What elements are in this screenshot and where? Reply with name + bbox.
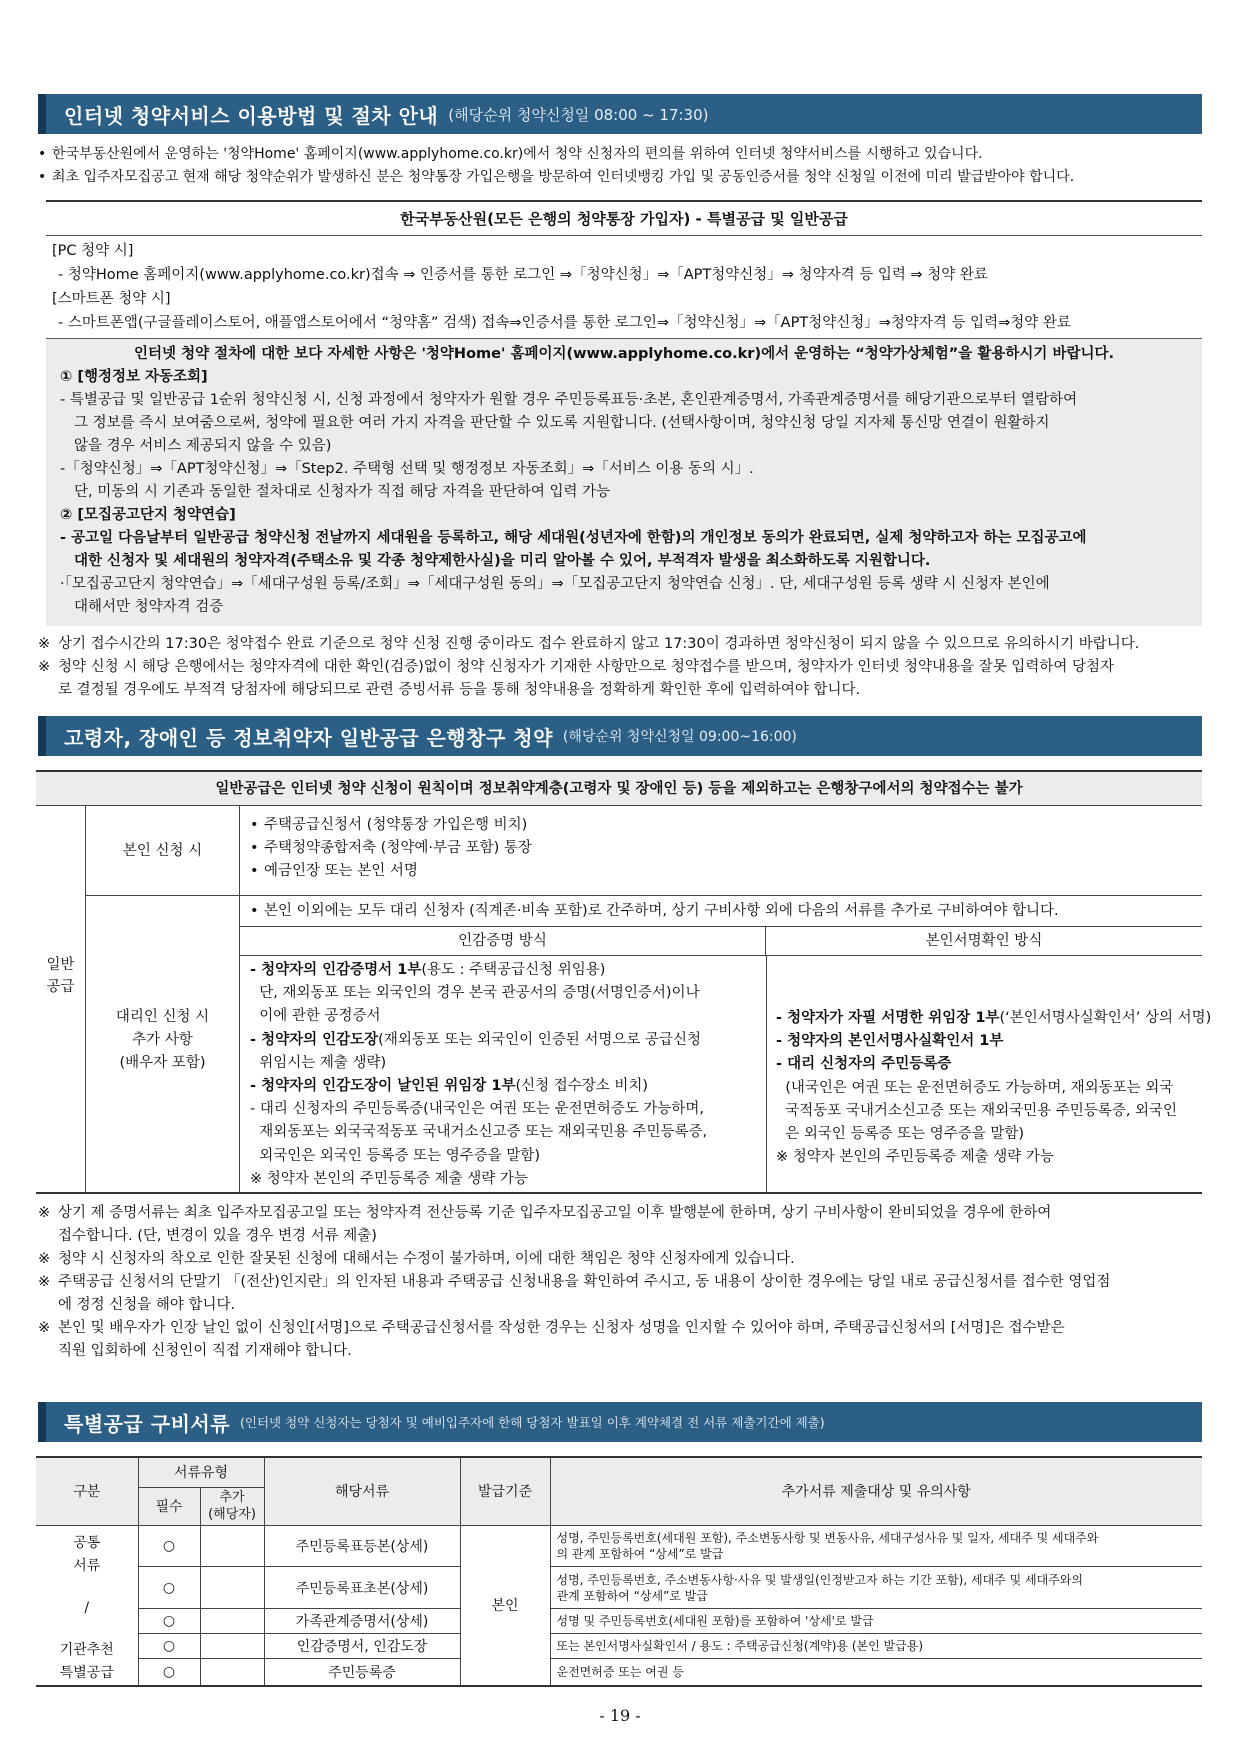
required-mark: ○ — [138, 1525, 200, 1567]
method-line-text: 위임시는 제출 생략) — [250, 1054, 387, 1071]
method-line — [250, 1005, 762, 1028]
list-item: • 주택공급신청서 (청약통장 가입은행 비치) — [250, 814, 1202, 837]
note-text: 청약 시 신청자의 착오로 인한 잘못된 신청에 대해서는 수정이 불가하며, 이에 대한 책임은 청약 신청자에게 있습니다. — [58, 1251, 795, 1267]
additional-mark — [200, 1525, 264, 1567]
method-line — [250, 1029, 762, 1052]
list-item: • 예금인장 또는 본인 서명 — [250, 860, 1202, 883]
note-cell-text: 의 관계 포함하여 “상세”로 발급 — [556, 1546, 724, 1561]
pc-steps: - 청약Home 홈페이지(www.applyhome.co.kr)접속 ⇒ 인증서를 통한 로그인 ⇒「청약신청」⇒「APT청약신청」⇒ 청약자격 등 입력 ⇒ 청약 완료 — [58, 267, 988, 283]
method-line — [776, 1007, 1212, 1030]
note-text: 청약 신청 시 해당 은행에서는 청약자격에 대한 확인(검증)없이 청약 신청자가 기재한 사항만으로 청약접수를 받으며, 청약자가 인터넷 청약내용을 잘못 입력하여 당첨자 — [58, 659, 1114, 675]
document-name: 주민등록표초본(상세) — [264, 1567, 460, 1609]
category-text: / — [84, 1599, 90, 1616]
detail-line: 그 정보를 즉시 보여줌으로써, 청약에 필요한 여러 가지 자격을 판단할 수 있도록 지원합니다. (선택사항이며, 청약신청 당일 지자체 통신망 연결이 원활하지 — [74, 415, 1050, 431]
additional-mark — [200, 1633, 264, 1658]
method-line-text: 재외동포는 외국국적동포 국내거소신고증 또는 재외국민용 주민등록증, — [250, 1124, 708, 1141]
method-line-bold: - 청약자가 자필 서명한 위임장 1부 — [776, 1010, 1000, 1026]
note-block — [38, 1202, 1208, 1363]
detail-panel — [46, 338, 1202, 626]
document-name: 가족관계증명서(상세) — [264, 1608, 460, 1633]
method-line-text: ※ 청약자 본인의 주민등록증 제출 생략 가능 — [250, 1170, 528, 1187]
note-cell-text: 성명, 주민등록번호, 주소변동사항·사유 및 발생일(인정받고자 하는 기간 포함), 세대주 및 세대주와의 — [556, 1572, 1083, 1587]
page-number: - 19 - — [599, 1706, 641, 1725]
note-mark: ※ — [38, 1320, 51, 1336]
row-label-general — [36, 806, 86, 1194]
document-name: 주민등록증 — [264, 1658, 460, 1685]
section-title: 특별공급 구비서류 — [64, 1411, 231, 1436]
bullet-item: • 최초 입주자모집공고 현재 해당 청약순위가 발생하신 분은 청약통장 가입은행을 방문하여 인터넷뱅킹 가입 및 공동인증서를 청약 신청일 이전에 미리 발급받아야 합니다. — [38, 166, 1074, 188]
required-mark: ○ — [138, 1633, 200, 1658]
note-text: 본인 및 배우자가 인장 날인 없이 신청인[서명]으로 주택공급신청서를 작성한 경우는 신청자 성명을 인지할 수 있어야 하며, 주택공급신청서의 [서명]은 접수받은 — [58, 1320, 1065, 1336]
method-line — [776, 1077, 1202, 1100]
row-label-text: 일반 — [46, 957, 75, 973]
method-line — [250, 982, 762, 1005]
method-line — [776, 1146, 1202, 1169]
column-divider — [766, 956, 767, 1194]
method-line — [250, 1145, 762, 1168]
method-line — [250, 959, 762, 982]
method-line-text: (용도 : 주택공급신청 위임용) — [421, 962, 606, 978]
note-text: 상기 제 증명서류는 최초 입주자모집공고일 또는 청약자격 전산등록 기준 입주자모집공고일 이후 발행분에 한하며, 상기 구비사항이 완비되었을 경우에 한하여 — [58, 1205, 1052, 1221]
method-line-bold: - 청약자의 인감도장이 날인된 위임장 1부 — [250, 1078, 516, 1095]
note-text: 로 결정될 경우에도 부적격 당첨자에 해당되므로 관련 증빙서류 등을 통해 청약내용을 정확하게 확인한 후에 입력하여야 합니다. — [58, 682, 861, 698]
detail-line: 대한 신청자 및 세대원의 청약자격(주택소유 및 각종 청약제한사실)을 미리 알아볼 수 있어, 부적격자 발생을 최소화하도록 지원합니다. — [74, 553, 931, 569]
header-notes: 추가서류 제출대상 및 유의사항 — [550, 1457, 1202, 1525]
header-category: 구분 — [36, 1457, 138, 1525]
method-line-text: 단, 재외동포 또는 외국인의 경우 본국 관공서의 증명(서명인증서)이나 — [250, 985, 700, 1002]
special-supply-docs-table — [36, 1456, 1202, 1687]
header-issuer: 발급기준 — [460, 1457, 550, 1525]
header-additional — [200, 1487, 264, 1525]
bank-window-table — [36, 770, 1212, 1194]
method-line-bold: - 청약자의 본인서명사실확인서 1부 — [776, 1033, 1004, 1050]
method-line — [250, 1052, 762, 1075]
pc-label: [PC 청약 시] — [52, 243, 134, 259]
note-mark: ※ — [38, 1251, 51, 1267]
method-line-text: ※ 청약자 본인의 주민등록증 제출 생략 가능 — [776, 1149, 1054, 1166]
method-line-text: - 대리 신청자의 주민등록증(내국인은 여권 또는 운전면허증도 가능하며, — [250, 1101, 704, 1118]
section-title: 고령자, 장애인 등 정보취약자 일반공급 은행창구 청약 — [64, 725, 553, 750]
category-text: 기관추천 — [59, 1641, 114, 1658]
method-line — [776, 1030, 1202, 1053]
method-line — [776, 1100, 1202, 1123]
note-cell — [550, 1567, 1202, 1609]
required-mark: ○ — [138, 1567, 200, 1609]
note-mark: ※ — [38, 636, 51, 652]
issuer-cell: 본인 — [460, 1525, 550, 1686]
header-doc-type: 서류유형 — [138, 1457, 264, 1487]
mobile-steps: - 스마트폰앱(구글플레이스토어, 애플앱스토어에서 “청약홈” 검색) 접속⇒인증서를 통한 로그인⇒「청약신청」⇒「APT청약신청」⇒청약자격 등 입력⇒청약 완료 — [58, 315, 1071, 331]
proxy-label-text: 대리인 신청 시 — [115, 1009, 210, 1025]
method-line-text: 은 외국인 등록증 또는 영주증을 말함) — [776, 1126, 1025, 1143]
note-mark: ※ — [38, 1274, 51, 1290]
note-text: 주택공급 신청서의 단말기 「(전산)인지란」의 인자된 내용과 주택공급 신청내용을 확인하여 주시고, 동 내용이 상이한 경우에는 당일 내로 공급신청서를 접수한 영업점 — [58, 1274, 1111, 1290]
method-line-bold: - 청약자의 인감도장 — [250, 1031, 379, 1048]
header-additional-text: 추가 — [219, 1490, 245, 1505]
section-subtitle: (해당순위 청약신청일 08:00 ~ 17:30) — [448, 105, 709, 124]
detail-line: -「청약신청」⇒「APT청약신청」⇒「Step2. 주택형 선택 및 행정정보 자동조회」⇒「서비스 이용 동의 시」. — [60, 461, 754, 477]
proxy-label — [86, 896, 240, 1194]
note-cell — [550, 1525, 1202, 1567]
category-text: 공통 — [73, 1534, 101, 1551]
mobile-label: [스마트폰 청약 시] — [52, 291, 171, 307]
col-header-seal: 인감증명 방식 — [240, 926, 766, 956]
header-document: 해당서류 — [264, 1457, 460, 1525]
item-title: ① [행정정보 자동조회] — [60, 369, 208, 385]
note-mark: ※ — [38, 1205, 51, 1221]
required-mark: ○ — [138, 1608, 200, 1633]
table-header: 일반공급은 인터넷 청약 신청이 원칙이며 정보취약계층(고령자 및 장애인 등) 등을 제외하고는 은행창구에서의 청약접수는 불가 — [36, 772, 1202, 806]
category-cell — [36, 1525, 138, 1686]
note-text: 접수합니다. (단, 변경이 있을 경우 변경 서류 제출) — [58, 1228, 377, 1244]
note-cell: 성명 및 주민등록번호(세대원 포함)를 포함하여 '상세'로 발급 — [550, 1608, 1202, 1633]
note-cell-text: 관계 포함하여 “상세”로 발급 — [556, 1588, 708, 1603]
note-cell: 또는 본인서명사실확인서 / 용도 : 주택공급신청(계약)용 (본인 발급용) — [550, 1633, 1202, 1658]
method-line-bold: - 청약자의 인감증명서 1부 — [250, 962, 422, 978]
method-line — [250, 1098, 762, 1121]
proxy-intro: • 본인 이외에는 모두 대리 신청자 (직계존·비속 포함)로 간주하며, 상기 구비사항 외에 다음의 서류를 추가로 구비하여야 합니다. — [250, 900, 1059, 922]
self-label: 본인 신청 시 — [86, 806, 240, 896]
note-block — [38, 633, 1208, 702]
detail-line: 대해서만 청약자격 검증 — [74, 599, 224, 615]
section-banner-bank — [38, 716, 1202, 756]
section-subtitle: (인터넷 청약 신청자는 당첨자 및 예비입주자에 한해 당첨자 발표일 이후 계약체결 전 서류 제출기간에 제출) — [240, 1415, 825, 1430]
method-line — [250, 1168, 762, 1191]
seal-method-list — [250, 959, 762, 1191]
method-line-text: 외국인은 외국인 등록증 또는 영주증을 말함) — [250, 1147, 541, 1164]
note-text: 직원 입회하에 신청인이 직접 기재해야 합니다. — [58, 1343, 352, 1359]
item-title: ② [모집공고단지 청약연습] — [60, 507, 236, 523]
row-label-text: 공급 — [46, 979, 75, 995]
proxy-label-text: (배우자 포함) — [119, 1055, 206, 1071]
method-line-text: (‘본인서명사실확인서’ 상의 서명) — [999, 1010, 1212, 1026]
note-text: 에 정정 신청을 해야 합니다. — [58, 1297, 236, 1313]
proxy-label-text: 추가 사항 — [132, 1032, 193, 1048]
self-items — [240, 806, 1202, 896]
section-banner-special — [38, 1402, 1202, 1442]
detail-line: - 특별공급 및 일반공급 1순위 청약신청 시, 신청 과정에서 청약자가 원할 경우 주민등록표등·초본, 혼인관계증명서, 가족관계증명서를 해당기관으로부터 열람하여 — [60, 392, 1078, 408]
method-line-text: (신청 접수장소 비치) — [515, 1078, 649, 1095]
method-line — [250, 1075, 762, 1098]
note-cell-text: 성명, 주민등록번호(세대원 포함), 주소변동사항 및 변동사유, 세대구성사유 및 일자, 세대주 및 세대주와 — [556, 1530, 1099, 1545]
header-required: 필수 — [138, 1487, 200, 1525]
section-subtitle: (해당순위 청약신청일 09:00~16:00) — [562, 729, 797, 745]
note-mark: ※ — [38, 659, 51, 675]
additional-mark — [200, 1658, 264, 1685]
document-name: 주민등록표등본(상세) — [264, 1525, 460, 1567]
detail-line: ·「모집공고단지 청약연습」⇒「세대구성원 등록/조회」⇒「세대구성원 동의」⇒「모집공고단지 청약연습 신청」. 단, 세대구성원 등록 생략 시 신청자 본인에 — [60, 576, 1050, 592]
additional-mark — [200, 1567, 264, 1609]
method-line-text: (재외동포 또는 외국인이 인증된 서명으로 공급신청 — [378, 1031, 702, 1048]
list-item: • 주택청약종합저축 (청약예·부금 포함) 통장 — [250, 837, 1202, 860]
col-header-signature: 본인서명확인 방식 — [766, 926, 1202, 956]
document-name: 인감증명서, 인감도장 — [264, 1633, 460, 1658]
method-line-text: 국적동포 국내거소신고증 또는 재외국민용 주민등록증, 외국인 — [776, 1102, 1178, 1119]
method-line-text: (내국인은 여권 또는 운전면허증도 가능하며, 재외동포는 외국 — [776, 1079, 1174, 1096]
box-header: 한국부동산원(모든 은행의 청약통장 가입자) - 특별공급 및 일반공급 — [46, 202, 1202, 236]
detail-line: - 공고일 다음날부터 일반공급 청약신청 전날까지 세대원을 등록하고, 해당 세대원(성년자에 한함)의 개인정보 동의가 완료되면, 실제 청약하고자 하는 모집공고에 — [60, 530, 1087, 546]
bullet-item: • 한국부동산원에서 운영하는 '청약Home' 홈페이지(www.applyhome.co.kr)에서 청약 신청자의 편의를 위하여 인터넷 청약서비스를 시행하고 있습니다. — [38, 143, 983, 165]
required-mark: ○ — [138, 1658, 200, 1685]
section-title: 인터넷 청약서비스 이용방법 및 절차 안내 — [64, 103, 439, 128]
category-text: 서류 — [73, 1557, 101, 1574]
header-additional-text: (해당자) — [208, 1507, 256, 1522]
detail-header: 인터넷 청약 절차에 대한 보다 자세한 사항은 '청약Home' 홈페이지(www.applyhome.co.kr)에서 운영하는 “청약가상체험”을 활용하시기 바랍니다. — [134, 346, 1114, 362]
method-line — [250, 1121, 762, 1144]
additional-mark — [200, 1608, 264, 1633]
method-line-text: 이에 관한 공정증서 — [250, 1008, 381, 1025]
section-banner-internet — [38, 94, 1202, 134]
signature-method-list — [776, 1007, 1212, 1169]
detail-line: 않을 경우 서비스 제공되지 않을 수 있음) — [74, 438, 332, 454]
note-text: 상기 접수시간의 17:30은 청약접수 완료 기준으로 청약 신청 진행 중이라도 접수 완료하지 않고 17:30이 경과하면 청약신청이 되지 않을 수 있으므로 유의하시기 바랍니다. — [58, 636, 1140, 652]
category-text: 특별공급 — [59, 1664, 114, 1681]
note-cell: 운전면허증 또는 여권 등 — [550, 1658, 1202, 1685]
method-line — [776, 1053, 1202, 1076]
method-line — [776, 1123, 1202, 1146]
internet-procedure-box — [46, 200, 1202, 626]
method-line-bold: - 대리 신청자의 주민등록증 — [776, 1056, 952, 1073]
detail-line: 단, 미동의 시 기존과 동일한 절차대로 신청자가 직접 해당 자격을 판단하여 입력 가능 — [74, 484, 611, 500]
